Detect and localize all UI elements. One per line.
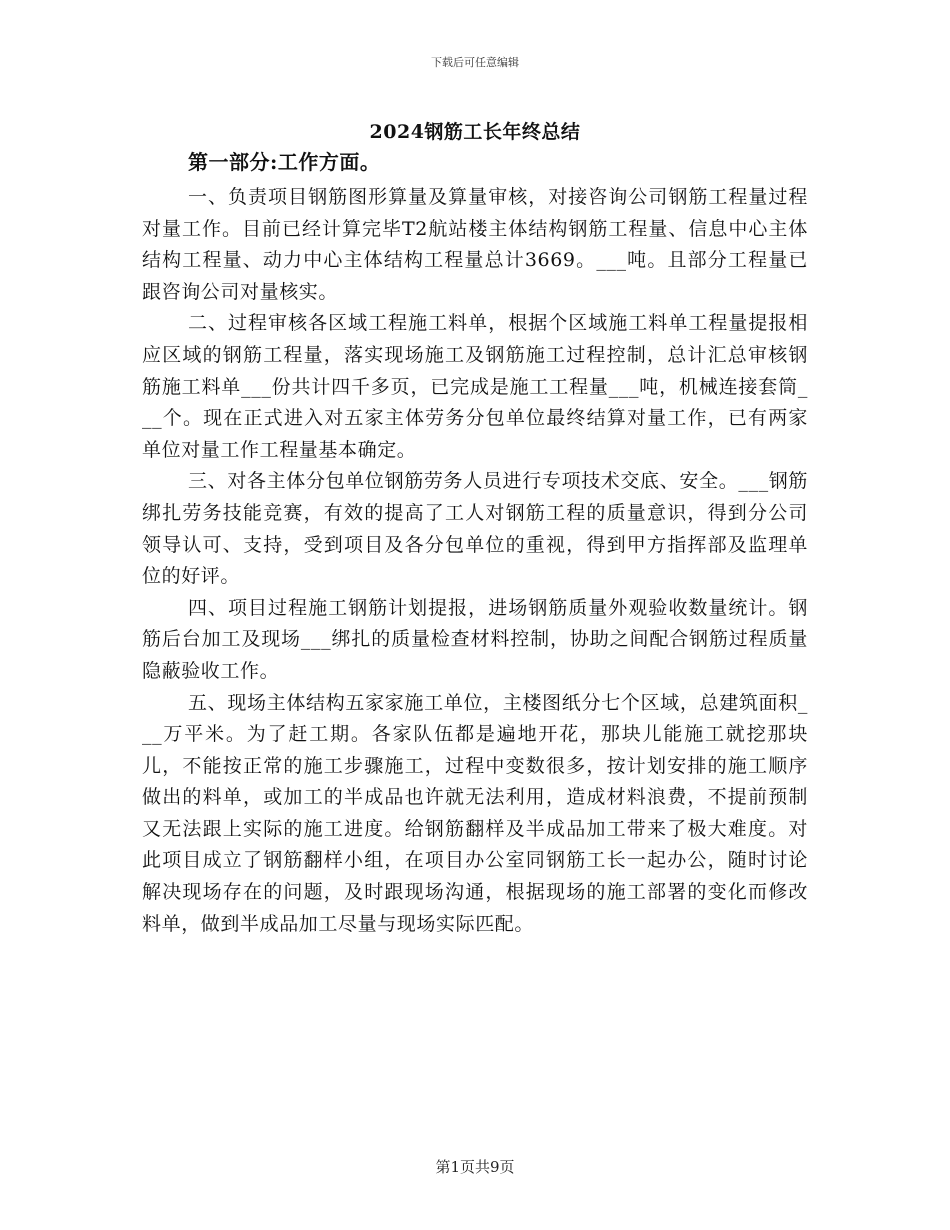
paragraph-2: 二、过程审核各区域工程施工料单，根据个区域施工料单工程量提报相应区域的钢筋工程量，落实现场施工及钢筋施工过程控制，总计汇总审核钢筋施工料单___份共计四千多页，已完成是施工工程量___吨，机械连接套筒___个。现在正式进入对五家主体劳务分包单位最终结算对量工作，已有两家单位对量工作工程量基本确定。 (142, 312, 808, 461)
document-title: 2024钢筋工长年终总结 (369, 121, 581, 143)
paragraph-3: 三、对各主体分包单位钢筋劳务人员进行专项技术交底、安全。___钢筋绑扎劳务技能竞赛，有效的提高了工人对钢筋工程的质量意识，得到分公司领导认可、支持，受到项目及各分包单位的重视，得到甲方指挥部及监理单位的好评。 (142, 470, 808, 588)
page-number: 第1页共9页 (435, 1158, 515, 1176)
paragraph-5: 五、现场主体结构五家家施工单位，主楼图纸分七个区域，总建筑面积___万平米。为了赶工期。各家队伍都是遍地开花，那块儿能施工就挖那块儿，不能按正常的施工步骤施工，过程中变数很多，按计划安排的施工顺序做出的料单，或加工的半成品也许就无法利用，造成材料浪费，不提前预制又无法跟上实际的施工进度。给钢筋翻样及半成品加工带来了极大难度。对此项目成立了钢筋翻样小组，在项目办公室同钢筋工长一起办公，随时讨论解决现场存在的问题，及时跟现场沟通，根据现场的施工部署的变化而修改料单，做到半成品加工尽量与现场实际匹配。 (142, 691, 808, 935)
header-note: 下载后可任意编辑 (431, 56, 519, 69)
paragraph-4: 四、项目过程施工钢筋计划提报，进场钢筋质量外观验收数量统计。钢筋后台加工及现场___绑扎的质量检查材料控制，协助之间配合钢筋过程质量隐蔽验收工作。 (142, 596, 808, 682)
paragraph-1: 一、负责项目钢筋图形算量及算量审核，对接咨询公司钢筋工程量过程对量工作。目前已经计算完毕T2航站楼主体结构钢筋工程量、信息中心主体结构工程量、动力中心主体结构工程量总计3669。___吨。且部分工程量已跟咨询公司对量核实。 (142, 186, 808, 303)
document-body (142, 148, 808, 940)
section-heading: 第一部分:工作方面。 (188, 150, 381, 174)
